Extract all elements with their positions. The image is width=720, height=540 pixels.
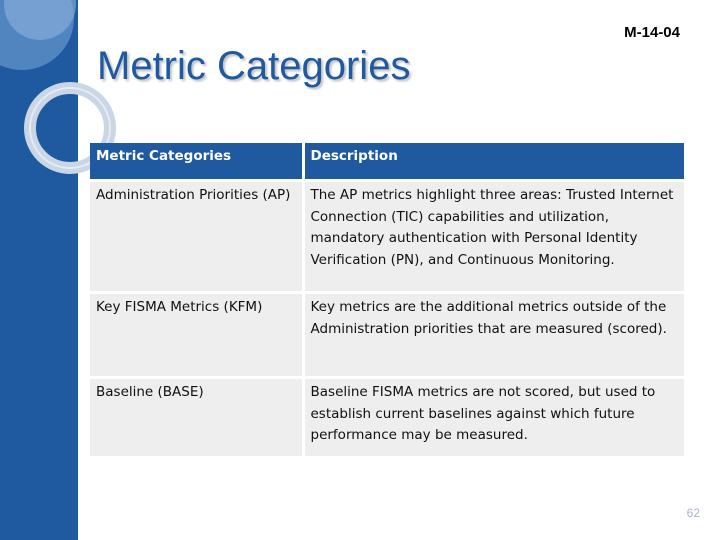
description-cell: Baseline FISMA metrics are not scored, but used to establish current baselines against which future performance may be measured.: [303, 378, 684, 458]
table-row: [90, 378, 684, 458]
page-title: Metric Categories: [97, 44, 411, 88]
page-number: 62: [686, 506, 700, 520]
document-code: M-14-04: [624, 24, 680, 41]
table-row: [90, 293, 684, 378]
description-cell: Key metrics are the additional metrics outside of the Administration priorities that are measured (scored).: [303, 293, 684, 378]
metrics-table: [90, 143, 684, 459]
table-row: [90, 181, 684, 293]
column-header-category: Metric Categories: [90, 143, 303, 181]
column-header-description: Description: [303, 143, 684, 181]
description-cell: The AP metrics highlight three areas: Trusted Internet Connection (TIC) capabilities and utilization, mandatory authentication with Personal Identity Verification (PN), and Continuous Monitoring.: [303, 181, 684, 293]
category-cell: Key FISMA Metrics (KFM): [90, 293, 303, 378]
category-cell: Administration Priorities (AP): [90, 181, 303, 293]
table-header-row: [90, 143, 684, 181]
category-cell: Baseline (BASE): [90, 378, 303, 458]
